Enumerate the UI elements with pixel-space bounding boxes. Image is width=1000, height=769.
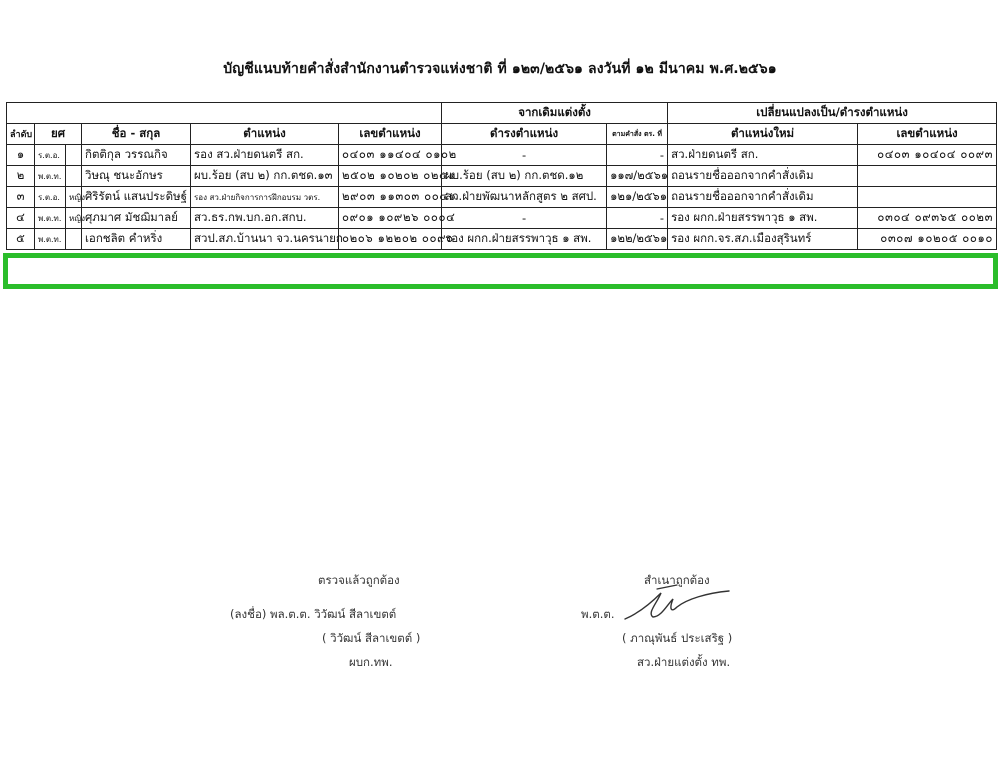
- cell-new-position: รอง ผกก.ฝ่ายสรรพาวุธ ๑ สพ.: [668, 208, 858, 229]
- cell-order: ๓: [7, 187, 35, 208]
- cell-position: รอง สว.ฝ่ายดนตรี สก.: [191, 145, 339, 166]
- cell-new-position: รอง ผกก.จร.สภ.เมืองสุรินทร์: [668, 229, 858, 250]
- header-row-group: [7, 103, 997, 124]
- verified-name: ( วิวัฒน์ สีลาเขตต์ ): [322, 631, 421, 645]
- document-title: บัญชีแนบท้ายคำสั่งสำนักงานตำรวจแห่งชาติ ที่ ๑๒๓/๒๕๖๑ ลงวันที่ ๑๒ มีนาคม พ.ศ.๒๕๖๑: [223, 61, 777, 77]
- cell-gender: [66, 229, 82, 250]
- cell-gender: หญิง: [66, 208, 82, 229]
- cell-order: ๔: [7, 208, 35, 229]
- cell-new-position: ถอนรายชื่อออกจากคำสั่งเดิม: [668, 187, 858, 208]
- cell-order-ref: ๑๑๗/๒๕๖๑: [607, 166, 668, 187]
- cell-rank: พ.ต.ท.: [35, 229, 66, 250]
- table-row: [7, 208, 997, 229]
- header-row-columns: [7, 124, 997, 145]
- cell-name: กิตติกุล วรรณกิจ: [82, 145, 191, 166]
- cell-order-ref: ๑๒๑/๒๕๖๑: [607, 187, 668, 208]
- header-order: ลำดับ: [7, 124, 35, 145]
- verified-caption: ตรวจแล้วถูกต้อง: [318, 573, 400, 587]
- header-name: ชื่อ - สกุล: [82, 124, 191, 145]
- cell-new-position-no: [858, 166, 997, 187]
- roster-table: [6, 102, 997, 250]
- header-group-to: เปลี่ยนแปลงเป็น/ดำรงตำแหน่ง: [668, 103, 997, 124]
- handwritten-signature-icon: [617, 583, 737, 625]
- cell-from-position: -: [442, 208, 607, 229]
- cell-name: ศุภมาศ มัชฌิมาลย์: [82, 208, 191, 229]
- cell-order: ๕: [7, 229, 35, 250]
- certified-name: ( ภาณุพันธ์ ประเสริฐ ): [622, 631, 733, 645]
- cell-position-no: ๐๙๐๑ ๑๐๙๒๖ ๐๐๐๔: [339, 208, 442, 229]
- cell-rank: พ.ต.ท.: [35, 208, 66, 229]
- cell-order-ref: -: [607, 145, 668, 166]
- header-blank: [7, 103, 442, 124]
- cell-order: ๑: [7, 145, 35, 166]
- certified-position: สว.ฝ่ายแต่งตั้ง ทพ.: [637, 655, 731, 669]
- cell-position-no: ๒๕๐๒ ๑๐๒๐๒ ๐๒๕๑: [339, 166, 442, 187]
- cell-name: ศิริรัตน์ แสนประดิษฐ์: [82, 187, 191, 208]
- cell-position: สว.ธร.กพ.บก.อก.สกบ.: [191, 208, 339, 229]
- header-position: ตำแหน่ง: [191, 124, 339, 145]
- cell-position: ผบ.ร้อย (สบ ๒) กก.ตชด.๑๓: [191, 166, 339, 187]
- cell-name: วิษณุ ชนะอักษร: [82, 166, 191, 187]
- cell-order: ๒: [7, 166, 35, 187]
- header-group-from: จากเดิมแต่งตั้ง: [442, 103, 668, 124]
- cell-rank: ร.ต.อ.: [35, 187, 66, 208]
- cell-from-position: -: [442, 145, 607, 166]
- row-highlight-box: [3, 253, 998, 289]
- cell-rank: ร.ต.อ.: [35, 145, 66, 166]
- cell-gender: หญิง: [66, 187, 82, 208]
- header-from-position: ดำรงตำแหน่ง: [442, 124, 607, 145]
- cell-new-position: ถอนรายชื่อออกจากคำสั่งเดิม: [668, 166, 858, 187]
- cell-position-no: ๐๔๐๓ ๑๑๔๐๔ ๐๑๐๒: [339, 145, 442, 166]
- cell-gender: [66, 145, 82, 166]
- cell-position-no: ๐๒๐๖ ๑๒๒๐๒ ๐๐๙๐: [339, 229, 442, 250]
- cell-new-position-no: ๐๓๐๗ ๑๐๒๐๕ ๐๐๑๐: [858, 229, 997, 250]
- cell-position: สวป.สภ.บ้านนา จว.นครนายก: [191, 229, 339, 250]
- cell-name: เอกชลิต คำหริ่ง: [82, 229, 191, 250]
- cell-gender: [66, 166, 82, 187]
- cell-from-position: รอง ผกก.ฝ่ายสรรพาวุธ ๑ สพ.: [442, 229, 607, 250]
- header-new-position: ตำแหน่งใหม่: [668, 124, 858, 145]
- verified-position: ผบก.ทพ.: [349, 655, 393, 669]
- cell-order-ref: -: [607, 208, 668, 229]
- certified-caption: สำเนาถูกต้อง: [644, 573, 710, 587]
- table-row-highlighted: [7, 229, 997, 250]
- cell-new-position-no: ๐๔๐๓ ๑๐๔๐๔ ๐๐๙๓: [858, 145, 997, 166]
- header-new-position-no: เลขตำแหน่ง: [858, 124, 997, 145]
- table-row: [7, 166, 997, 187]
- header-rank: ยศ: [35, 124, 82, 145]
- certified-rank: พ.ต.ต.: [581, 607, 615, 621]
- cell-position: รอง สว.ฝ่ายกิจการการฝึกอบรม วตร.: [191, 187, 339, 208]
- cell-rank: พ.ต.ท.: [35, 166, 66, 187]
- table-row: [7, 145, 997, 166]
- header-order-ref: ตามคำสั่ง ตร. ที่: [607, 124, 668, 145]
- cell-position-no: ๒๙๐๓ ๑๑๓๐๓ ๐๐๔๑: [339, 187, 442, 208]
- cell-new-position-no: ๐๓๐๔ ๐๙๓๖๕ ๐๐๒๓: [858, 208, 997, 229]
- table-row: [7, 187, 997, 208]
- header-position-no: เลขตำแหน่ง: [339, 124, 442, 145]
- cell-from-position: สว.ฝ่ายพัฒนาหลักสูตร ๒ สศป.: [442, 187, 607, 208]
- verified-signed-line: (ลงชื่อ) พล.ต.ต. วิวัฒน์ สีลาเขตต์: [230, 607, 397, 621]
- cell-from-position: ผบ.ร้อย (สบ ๒) กก.ตชด.๑๒: [442, 166, 607, 187]
- cell-order-ref: ๑๒๒/๒๕๖๑: [607, 229, 668, 250]
- cell-new-position-no: [858, 187, 997, 208]
- cell-new-position: สว.ฝ่ายดนตรี สก.: [668, 145, 858, 166]
